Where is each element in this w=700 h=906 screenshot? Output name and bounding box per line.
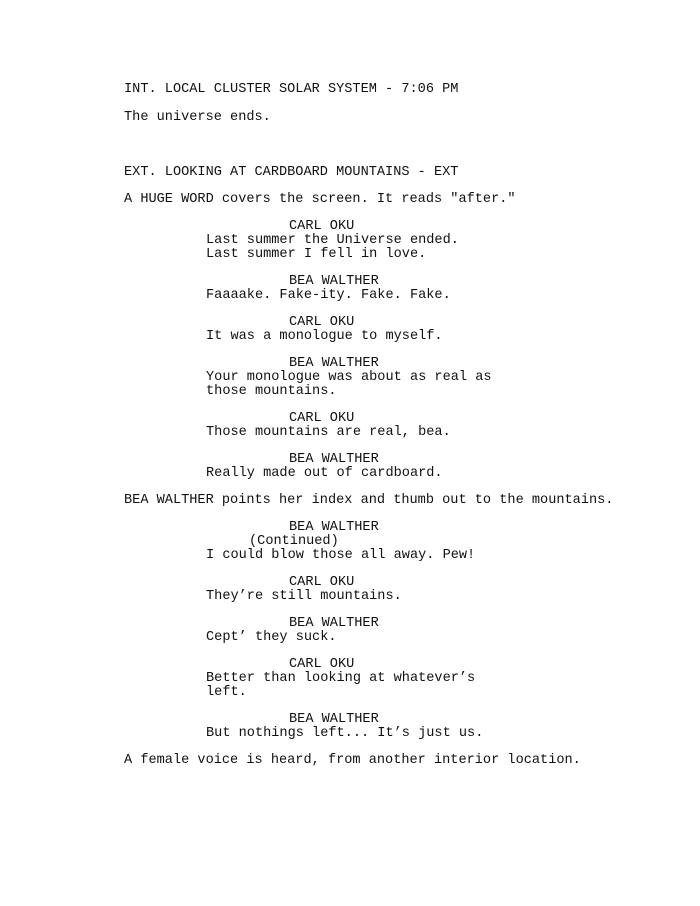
action-line: A HUGE WORD covers the screen. It reads "after."	[124, 192, 516, 207]
dialogue-line: left.	[206, 685, 247, 700]
character-name: CARL OKU	[289, 315, 355, 330]
dialogue-line: Those mountains are real, bea.	[206, 425, 451, 440]
character-name: CARL OKU	[289, 575, 355, 590]
dialogue-line: those mountains.	[206, 384, 337, 399]
dialogue-line: Really made out of cardboard.	[206, 466, 443, 481]
character-name: BEA WALTHER	[289, 274, 379, 289]
dialogue-line: I could blow those all away. Pew!	[206, 548, 476, 563]
dialogue-line: Cept’ they suck.	[206, 630, 337, 645]
dialogue-line: But nothings left... It’s just us.	[206, 726, 484, 741]
action-line: A female voice is heard, from another interior location.	[124, 753, 581, 768]
action-line: The universe ends.	[124, 110, 271, 125]
character-name: BEA WALTHER	[289, 452, 379, 467]
character-name: BEA WALTHER	[289, 520, 379, 535]
dialogue-line: Your monologue was about as real as	[206, 370, 492, 385]
dialogue-line: Faaaake. Fake-ity. Fake. Fake.	[206, 288, 451, 303]
character-name: CARL OKU	[289, 657, 355, 672]
scene-heading: EXT. LOOKING AT CARDBOARD MOUNTAINS - EXT	[124, 165, 459, 180]
character-name: BEA WALTHER	[289, 356, 379, 371]
character-name: BEA WALTHER	[289, 616, 379, 631]
dialogue-line: Last summer I fell in love.	[206, 247, 427, 262]
dialogue-line: It was a monologue to myself.	[206, 329, 443, 344]
character-name: CARL OKU	[289, 219, 355, 234]
dialogue-line: Better than looking at whatever’s	[206, 671, 476, 686]
parenthetical: (Continued)	[249, 534, 339, 549]
dialogue-line: Last summer the Universe ended.	[206, 233, 459, 248]
scene-heading: INT. LOCAL CLUSTER SOLAR SYSTEM - 7:06 PM	[124, 82, 459, 97]
character-name: BEA WALTHER	[289, 712, 379, 727]
action-line: BEA WALTHER points her index and thumb out to the mountains.	[124, 493, 614, 508]
dialogue-line: They’re still mountains.	[206, 589, 402, 604]
character-name: CARL OKU	[289, 411, 355, 426]
